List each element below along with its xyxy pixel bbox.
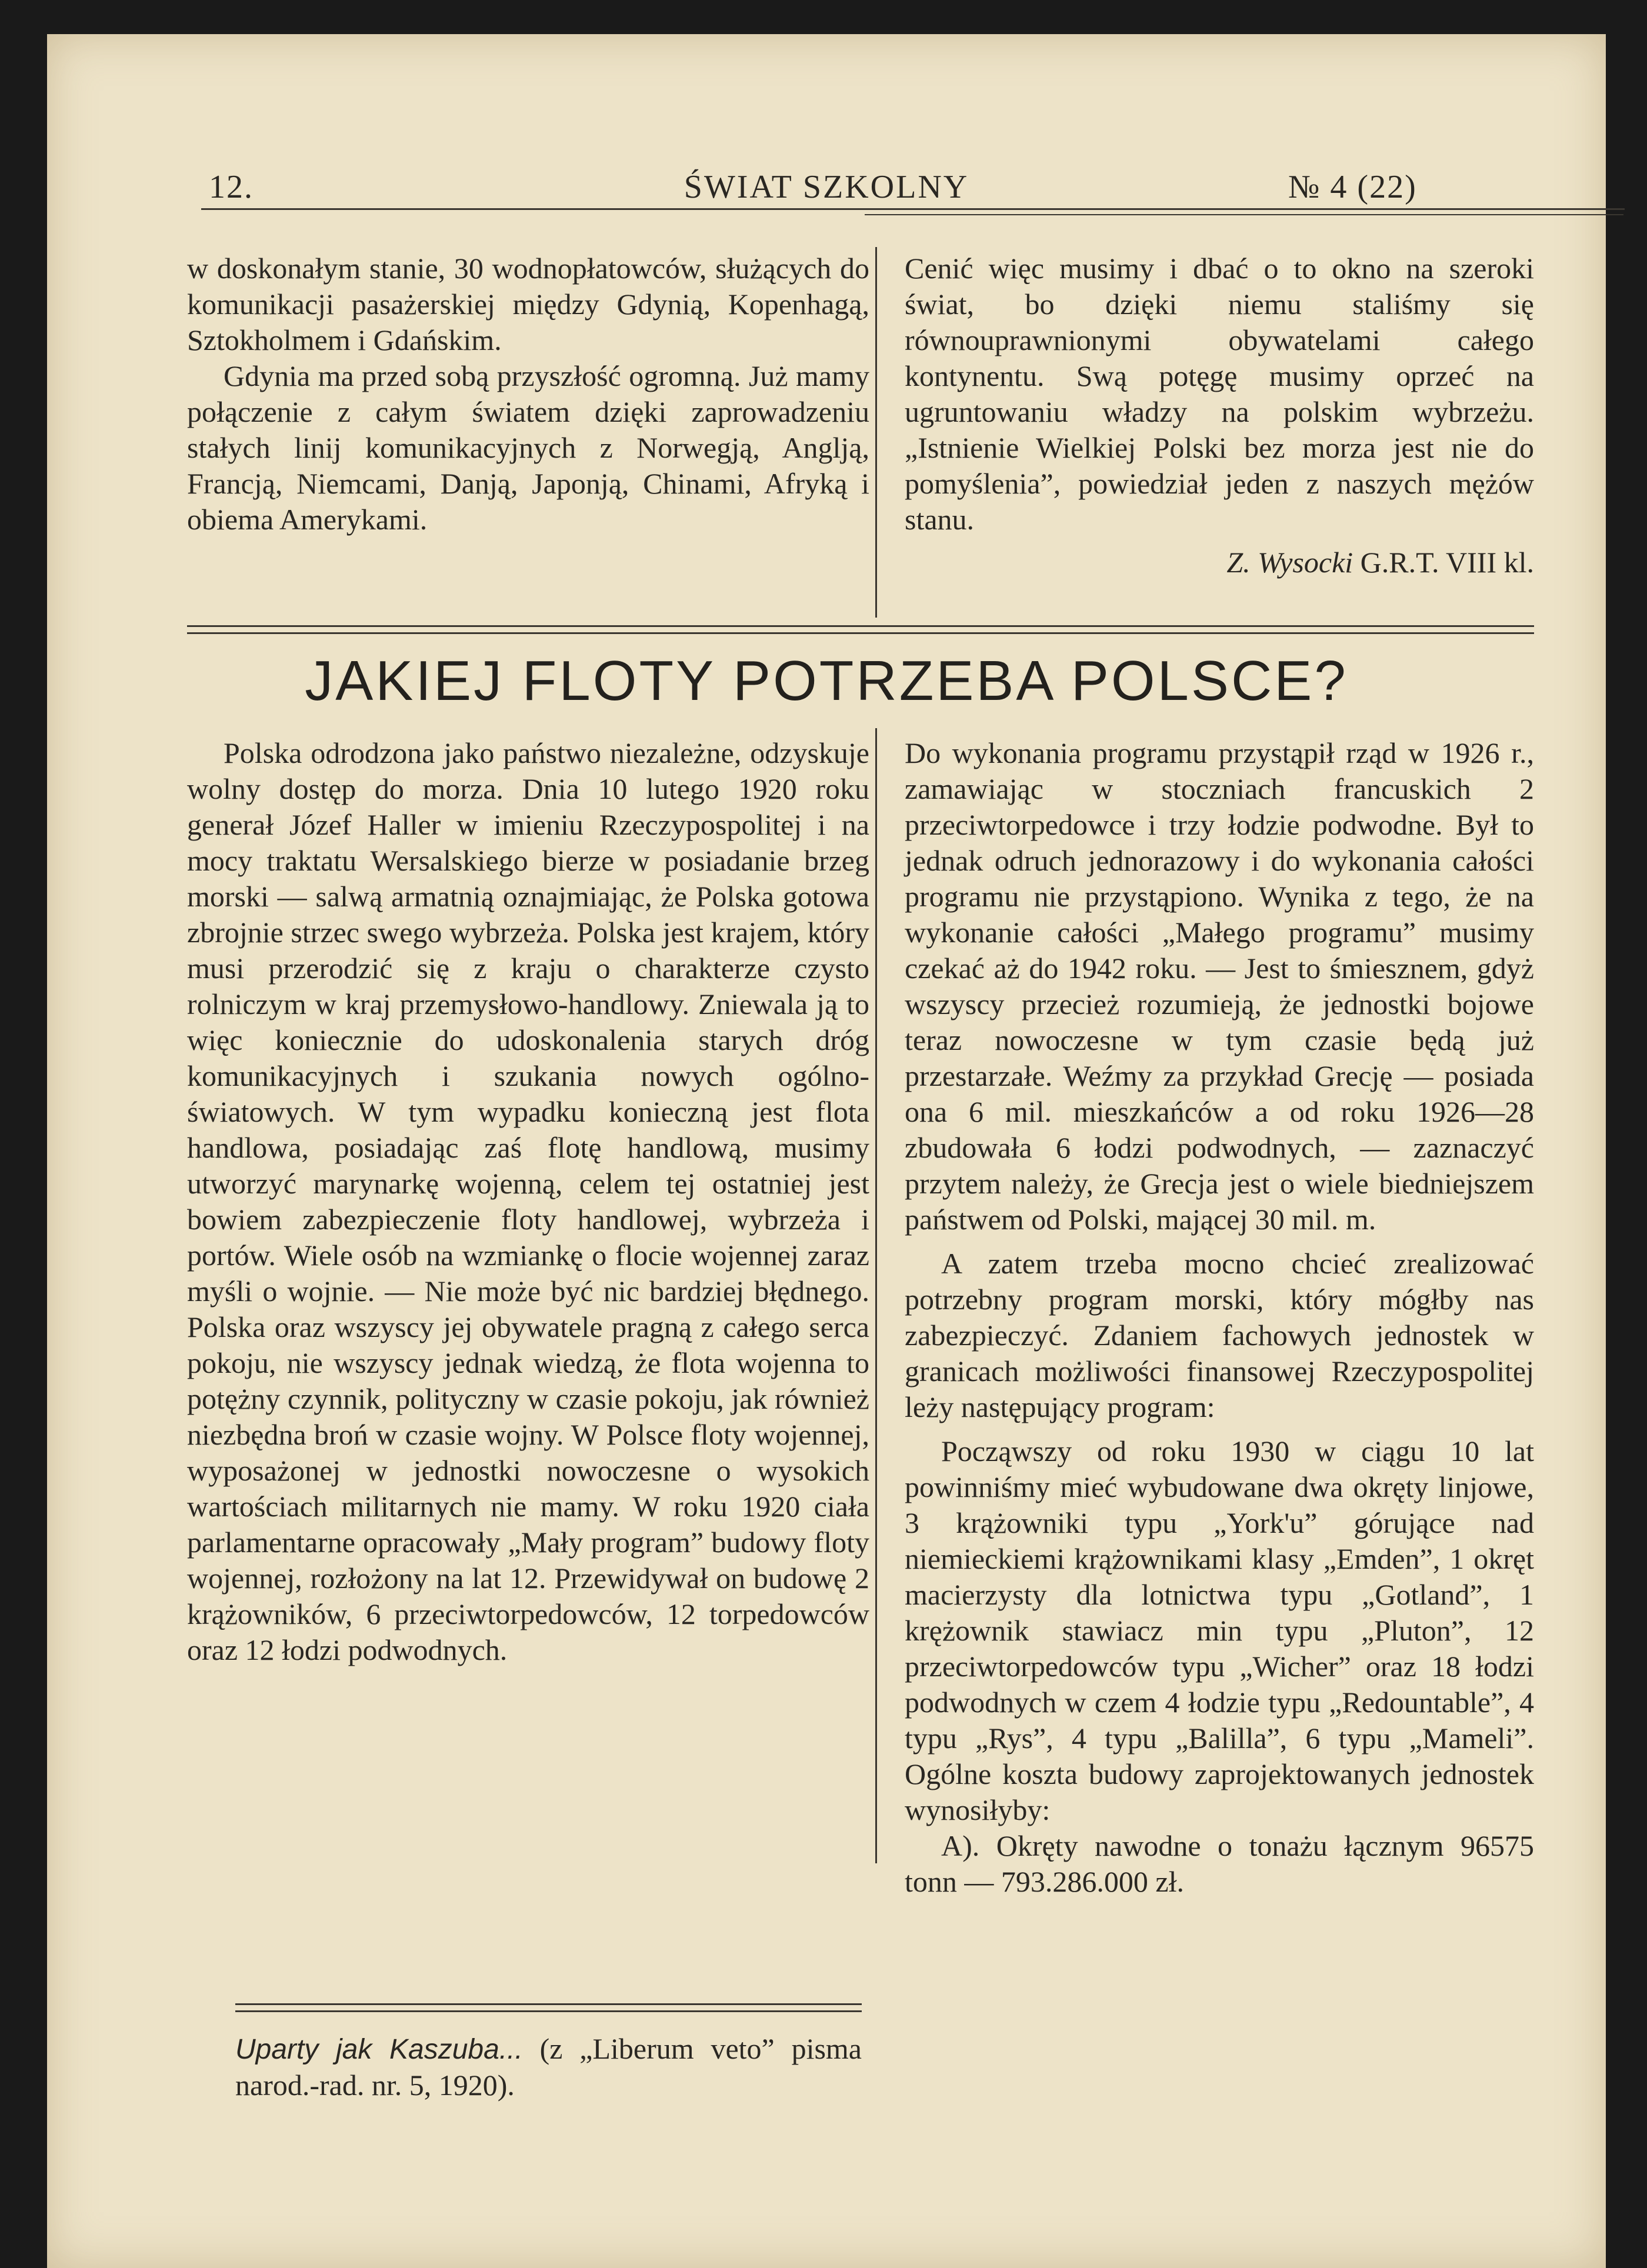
article-left-column <box>187 735 869 1668</box>
top-left-column <box>187 251 869 538</box>
article-title: JAKIEJ FLOTY POTRZEBA POLSCE? <box>305 649 1348 712</box>
paragraph: Do wykonania programu przystąpił rząd w 1926 r., zamawiając w stoczniach francuskich 2 przeciwtorpedowce i trzy łodzie podwodne. Był to jednak odruch jednorazowy i do wykonania całości programu nie przystąpiono. Wynika z tego, że na wykonanie całości „Małego programu” musimy czekać aż do 1942 roku. — Jest to śmiesznem, gdyż wszyscy przecież rozumieją, że jednostki bojowe teraz nowoczesne w tym czasie będą już przestarzałe. Weźmy za przykład Grecję — posiada ona 6 mil. mieszkańców a od roku 1926—28 zbudowała 6 łodzi podwodnych, — zaznaczyć przytem należy, że Grecja jest o wiele biedniejszem państwem od Polski, mającej 30 mil. m. <box>905 736 1534 1236</box>
journal-title: ŚWIAT SZKOLNY <box>684 169 969 205</box>
quote-rule-bottom <box>235 2010 862 2012</box>
column-divider <box>875 728 877 1863</box>
quote-block <box>235 2031 862 2103</box>
section-rule-bottom <box>187 632 1534 634</box>
top-right-column <box>905 251 1534 581</box>
paragraph: Gdynia ma przed sobą przyszłość ogromną. Już mamy połączenie z całym światem dzięki zaprowadzeniu stałych linij komunikacyjnych z Norwegją, Anglją, Francją, Niemcami, Danją, Japonją, Chinami, Afryką i obiema Amerykami. <box>187 359 869 536</box>
quote-source: (z „Liberum veto” pisma narod.-rad. nr. 5, 1920). <box>235 2032 862 2102</box>
paragraph: Polska odrodzona jako państwo niezależne, odzyskuje wolny dostęp do morza. Dnia 10 lutego 1920 roku generał Józef Haller w imieniu Rzeczypospolitej i na mocy traktatu Wersalskiego bierze w posiadanie brzeg morski — salwą armatnią oznajmiając, że Polska gotowa zbrojnie strzec swego wybrzeża. Polska jest krajem, który musi przerodzić się z kraju o charakterze czysto rolniczym w kraj przemysłowo-handlowy. Zniewala ją to więc koniecznie do udoskonalenia starych dróg komunikacyjnych i szukania nowych ogólno-światowych. W tym wypadku konieczną jest flota handlowa, posiadając zaś flotę handlową, musimy utworzyć marynarkę wojenną, celem tej ostatniej jest bowiem zabezpieczenie floty handlowej, wybrzeża i portów. Wiele osób na wzmiankę o flocie wojennej zaraz myśli o wojnie. — Nie może być nic bardziej błędnego. Polska oraz wszyscy jej obywatele pragną z całego serca pokoju, nie wszyscy jednak wiedzą, że flota wojenna to potężny czynnik, polityczny w czasie pokoju, jak również niezbędna broń w czasie wojny. W Polsce floty wojennej, wyposażonej w jednostki nowoczesne o wysokich wartościach militarnych nie mamy. W roku 1920 ciała parlamentarne opracowały „Mały program” budowy floty wojennej, rozłożony na lat 12. Przewidywał on budowę 2 krążowników, 6 przeciwtorpedowców, 12 torpedowców oraz 12 łodzi podwodnych. <box>187 736 869 1666</box>
quote-title: Uparty jak Kaszuba... <box>235 2034 523 2065</box>
column-divider <box>875 247 877 618</box>
article-right-column <box>905 735 1534 1900</box>
paragraph: Cenić więc musimy i dbać o to okno na szeroki świat, bo dzięki niemu staliśmy się równouprawnionymi obywatelami całego kontynentu. Swą potęgę musimy oprzeć na ugruntowaniu władzy na polskim wybrzeżu. „Istnienie Wielkiej Polski bez morza jest nie do pomyślenia”, powiedział jeden z naszych mężów stanu. <box>905 252 1534 536</box>
signature-rest: G.R.T. VIII kl. <box>1353 546 1534 579</box>
document-page <box>47 34 1606 2268</box>
signature <box>905 545 1534 581</box>
section-rule-top <box>187 625 1534 627</box>
page-number: 12. <box>209 169 254 205</box>
issue-number: № 4 (22) <box>1288 169 1417 205</box>
paragraph: Począwszy od roku 1930 w ciągu 10 lat powinniśmy mieć wybudowane dwa okręty linjowe, 3 krążowniki typu „York'u” górujące nad niemieckiemi krążownikami klasy „Emden”, 1 okręt macierzysty dla lotnictwa typu „Gotland”, 1 krężownik stawiacz min typu „Pluton”, 12 przeciwtorpedowców typu „Wicher” oraz 18 łodzi podwodnych w czem 4 łodzie typu „Redountable”, 4 typu „Rys”, 4 typu „Balilla”, 6 typu „Mameli”. Ogólne koszta budowy zaprojektowanych jednostek wynosiłyby: <box>905 1435 1534 1826</box>
header-rule-secondary <box>865 214 1623 215</box>
header-rule <box>201 208 1625 210</box>
quote-rule-top <box>235 2003 862 2005</box>
paragraph: A). Okręty nawodne o tonażu łącznym 96575 tonn — 793.286.000 zł. <box>905 1829 1534 1898</box>
paragraph: A zatem trzeba mocno chcieć zrealizować potrzebny program morski, który mógłby nas zabezpieczyć. Zdaniem fachowych jednostek w granicach możliwości finansowej Rzeczypospolitej leży następujący program: <box>905 1247 1534 1423</box>
signature-name: Z. Wysocki <box>1226 546 1353 579</box>
paragraph: w doskonałym stanie, 30 wodnopłatowców, służących do komunikacji pasażerskiej między Gdynią, Kopenhagą, Sztokholmem i Gdańskim. <box>187 252 869 356</box>
